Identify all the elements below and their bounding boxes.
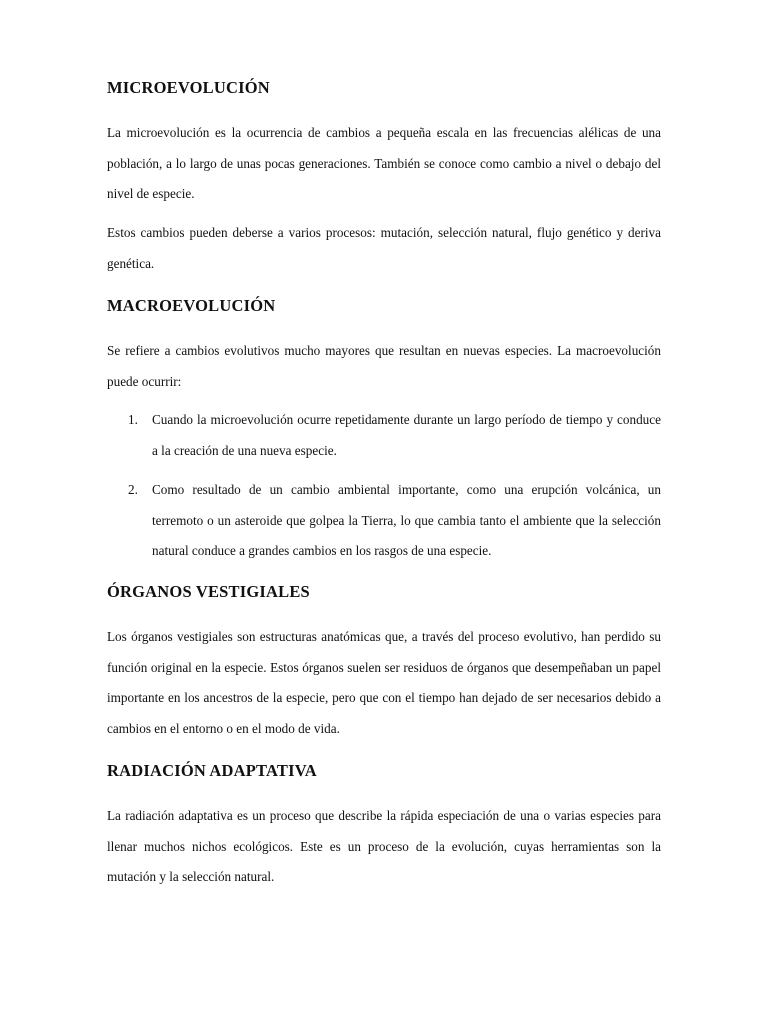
heading-radiacion-adaptativa: RADIACIÓN ADAPTATIVA xyxy=(107,761,317,780)
list-item xyxy=(107,475,661,567)
list-item-text: Cuando la microevolución ocurre repetidamente durante un largo período de tiempo y conduce a la creación de una nueva especie. xyxy=(152,412,661,458)
list-item-text: Como resultado de un cambio ambiental importante, como una erupción volcánica, un terremoto o un asteroide que golpea la Tierra, lo que cambia tanto el ambiente que la selección natural conduce a grandes cambios en los rasgos de una especie. xyxy=(152,482,661,558)
macroevolucion-list xyxy=(107,405,661,567)
list-item xyxy=(107,405,661,466)
heading-microevolucion: MICROEVOLUCIÓN xyxy=(107,78,270,97)
heading-organos-vestigiales: ÓRGANOS VESTIGIALES xyxy=(107,582,310,601)
paragraph-macroevolucion-1: Se refiere a cambios evolutivos mucho mayores que resultan en nuevas especies. La macroevolución puede ocurrir: xyxy=(107,343,661,389)
list-item-number: 1. xyxy=(128,412,138,427)
heading-macroevolucion: MACROEVOLUCIÓN xyxy=(107,296,276,315)
paragraph-organos-vestigiales-1: Los órganos vestigiales son estructuras anatómicas que, a través del proceso evolutivo, han perdido su función original en la especie. Estos órganos suelen ser residuos de órganos que desempeñaban un papel importante en los ancestros de la especie, pero que con el tiempo han dejado de ser necesarios debido a cambios en el entorno o en el modo de vida. xyxy=(107,629,661,736)
paragraph-microevolucion-1: La microevolución es la ocurrencia de cambios a pequeña escala en las frecuencias alélicas de una población, a lo largo de unas pocas generaciones. También se conoce como cambio a nivel o debajo del nivel de especie. xyxy=(107,125,661,201)
list-item-number: 2. xyxy=(128,482,138,497)
paragraph-radiacion-adaptativa-1: La radiación adaptativa es un proceso que describe la rápida especiación de una o varias especies para llenar muchos nichos ecológicos. Este es un proceso de la evolución, cuyas herramientas son la mutación y la selección natural. xyxy=(107,808,661,884)
paragraph-microevolucion-2: Estos cambios pueden deberse a varios procesos: mutación, selección natural, flujo genético y deriva genética. xyxy=(107,225,661,271)
